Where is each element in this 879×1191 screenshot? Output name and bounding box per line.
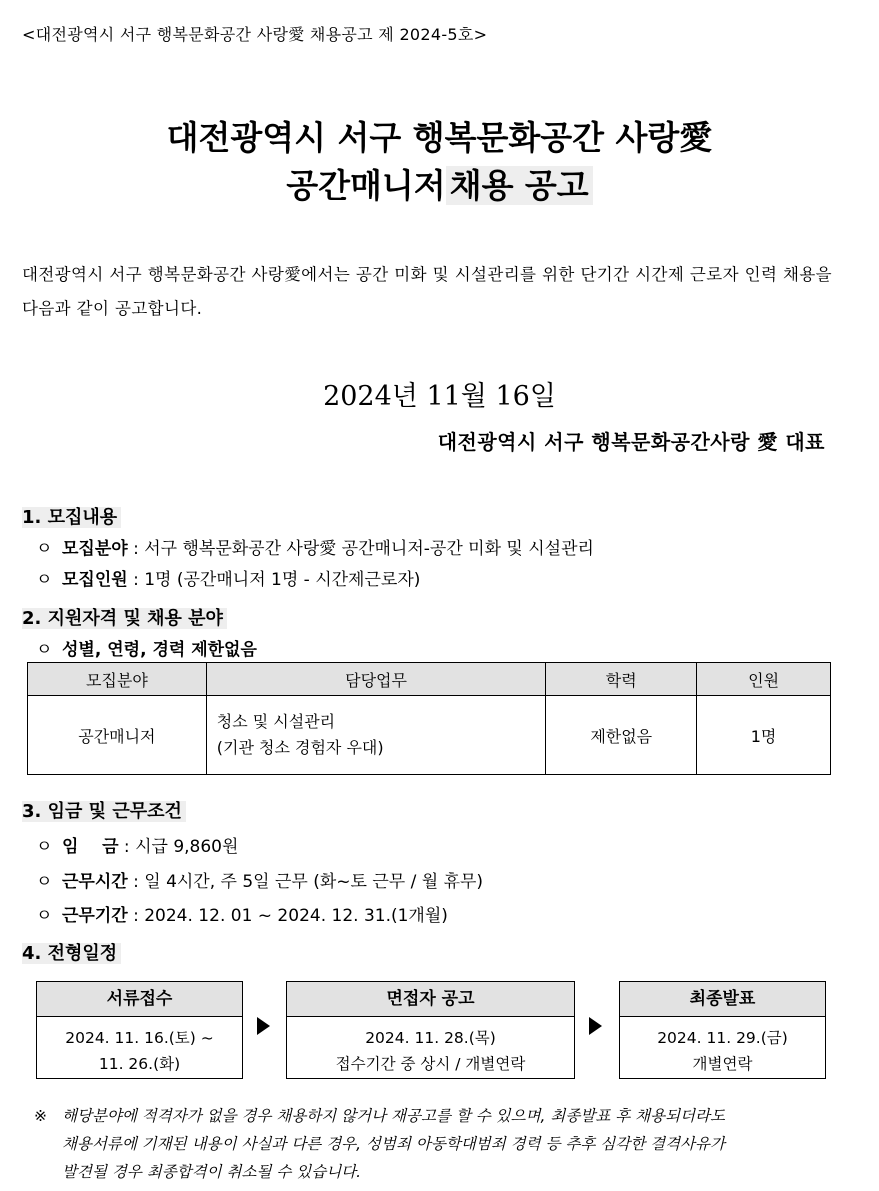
bullet-mark: ㅇ [36, 872, 53, 892]
footnote: ※ 해당분야에 적격자가 없을 경우 채용하지 않거나 재공고를 할 수 있으며, 최종발표 후 채용되더라도 채용서류에 기재된 내용이 사실과 다른 경우, 성범죄 아동학대범죄 경력 등 추후 심각한 결격사유가 발견될 경우 최종합격이 취소될 수 있습니다. [34, 1102, 834, 1186]
organization-signature: 대전광역시 서구 행복문화공간사랑 愛 대표 [437, 430, 825, 454]
item-label: 임 금 [62, 837, 119, 857]
step-title: 면접자 공고 [287, 982, 574, 1017]
step-body: 2024. 11. 16.(토) ~ 11. 26.(화) [65, 1029, 214, 1073]
schedule-step-final [619, 981, 826, 1079]
section-qualification-title: 2. 지원자격 및 채용 분야 [22, 604, 227, 630]
table-cell-field: 공간매니저 [28, 696, 207, 775]
title-plain: 공간매니저 [286, 166, 446, 205]
table-row [28, 696, 831, 775]
arrow-right-icon [589, 1017, 602, 1035]
recruit-count-item [36, 565, 420, 590]
bullet-mark: ㅇ [36, 906, 53, 926]
table-cell-education: 제한없음 [546, 696, 697, 775]
item-label: 근무기간 [62, 906, 128, 926]
table-header: 학력 [546, 663, 697, 696]
item-value: : 일 4시간, 주 5일 근무 (화~토 근무 / 월 휴무) [127, 872, 484, 892]
notice-number: <대전광역시 서구 행복문화공간 사랑愛 채용공고 제 2024-5호> [22, 25, 488, 44]
step-body: 2024. 11. 29.(금) 개별연락 [657, 1029, 788, 1073]
table-header: 담당업무 [206, 663, 546, 696]
work-hours-item [36, 867, 483, 892]
section-recruitment-title: 1. 모집내용 [22, 503, 121, 529]
bullet-mark: ㅇ [36, 640, 53, 660]
intro-paragraph: 대전광역시 서구 행복문화공간 사랑愛에서는 공간 미화 및 시설관리를 위한 단기간 시간제 근로자 인력 채용을 다음과 같이 공고합니다. [22, 265, 832, 318]
step-body: 2024. 11. 28.(목) 접수기간 중 상시 / 개별연락 [335, 1029, 526, 1073]
table-header-row [28, 663, 831, 696]
bullet-mark: ㅇ [36, 539, 53, 559]
table-cell-duty: 청소 및 시설관리 (기관 청소 경험자 우대) [206, 696, 546, 775]
page-title-line1: 대전광역시 서구 행복문화공간 사랑愛 [166, 118, 713, 157]
item-label: 모집인원 [62, 570, 128, 590]
notice-date: 2024년 11월 16일 [323, 381, 556, 412]
note-mark: ※ [34, 1107, 47, 1125]
arrow-right-icon [257, 1017, 270, 1035]
schedule-step-interview [286, 981, 575, 1079]
item-label: 성별, 연령, 경력 제한없음 [62, 640, 257, 660]
recruitment-table [27, 662, 831, 775]
item-label: 모집분야 [62, 539, 128, 559]
qualification-item [36, 635, 257, 660]
item-value: : 시급 9,860원 [118, 837, 239, 857]
page-title-line2 [0, 160, 879, 207]
schedule-step-document [36, 981, 243, 1079]
bullet-mark: ㅇ [36, 570, 53, 590]
section-wage-title: 3. 임금 및 근무조건 [22, 797, 186, 823]
recruit-field-item [36, 534, 594, 559]
section-schedule-title: 4. 전형일정 [22, 939, 121, 965]
table-cell-count: 1명 [697, 696, 831, 775]
item-value: : 2024. 12. 01 ~ 2024. 12. 31.(1개월) [127, 906, 448, 926]
step-title: 최종발표 [620, 982, 825, 1017]
title-highlight: 채용 공고 [446, 166, 593, 205]
table-header: 인원 [697, 663, 831, 696]
item-value: : 서구 행복문화공간 사랑愛 공간매니저-공간 미화 및 시설관리 [127, 539, 594, 559]
work-period-item [36, 901, 448, 926]
item-value: : 1명 (공간매니저 1명 - 시간제근로자) [127, 570, 421, 590]
step-title: 서류접수 [37, 982, 242, 1017]
item-label: 근무시간 [62, 872, 128, 892]
table-header: 모집분야 [28, 663, 207, 696]
wage-item [36, 832, 238, 857]
bullet-mark: ㅇ [36, 837, 53, 857]
